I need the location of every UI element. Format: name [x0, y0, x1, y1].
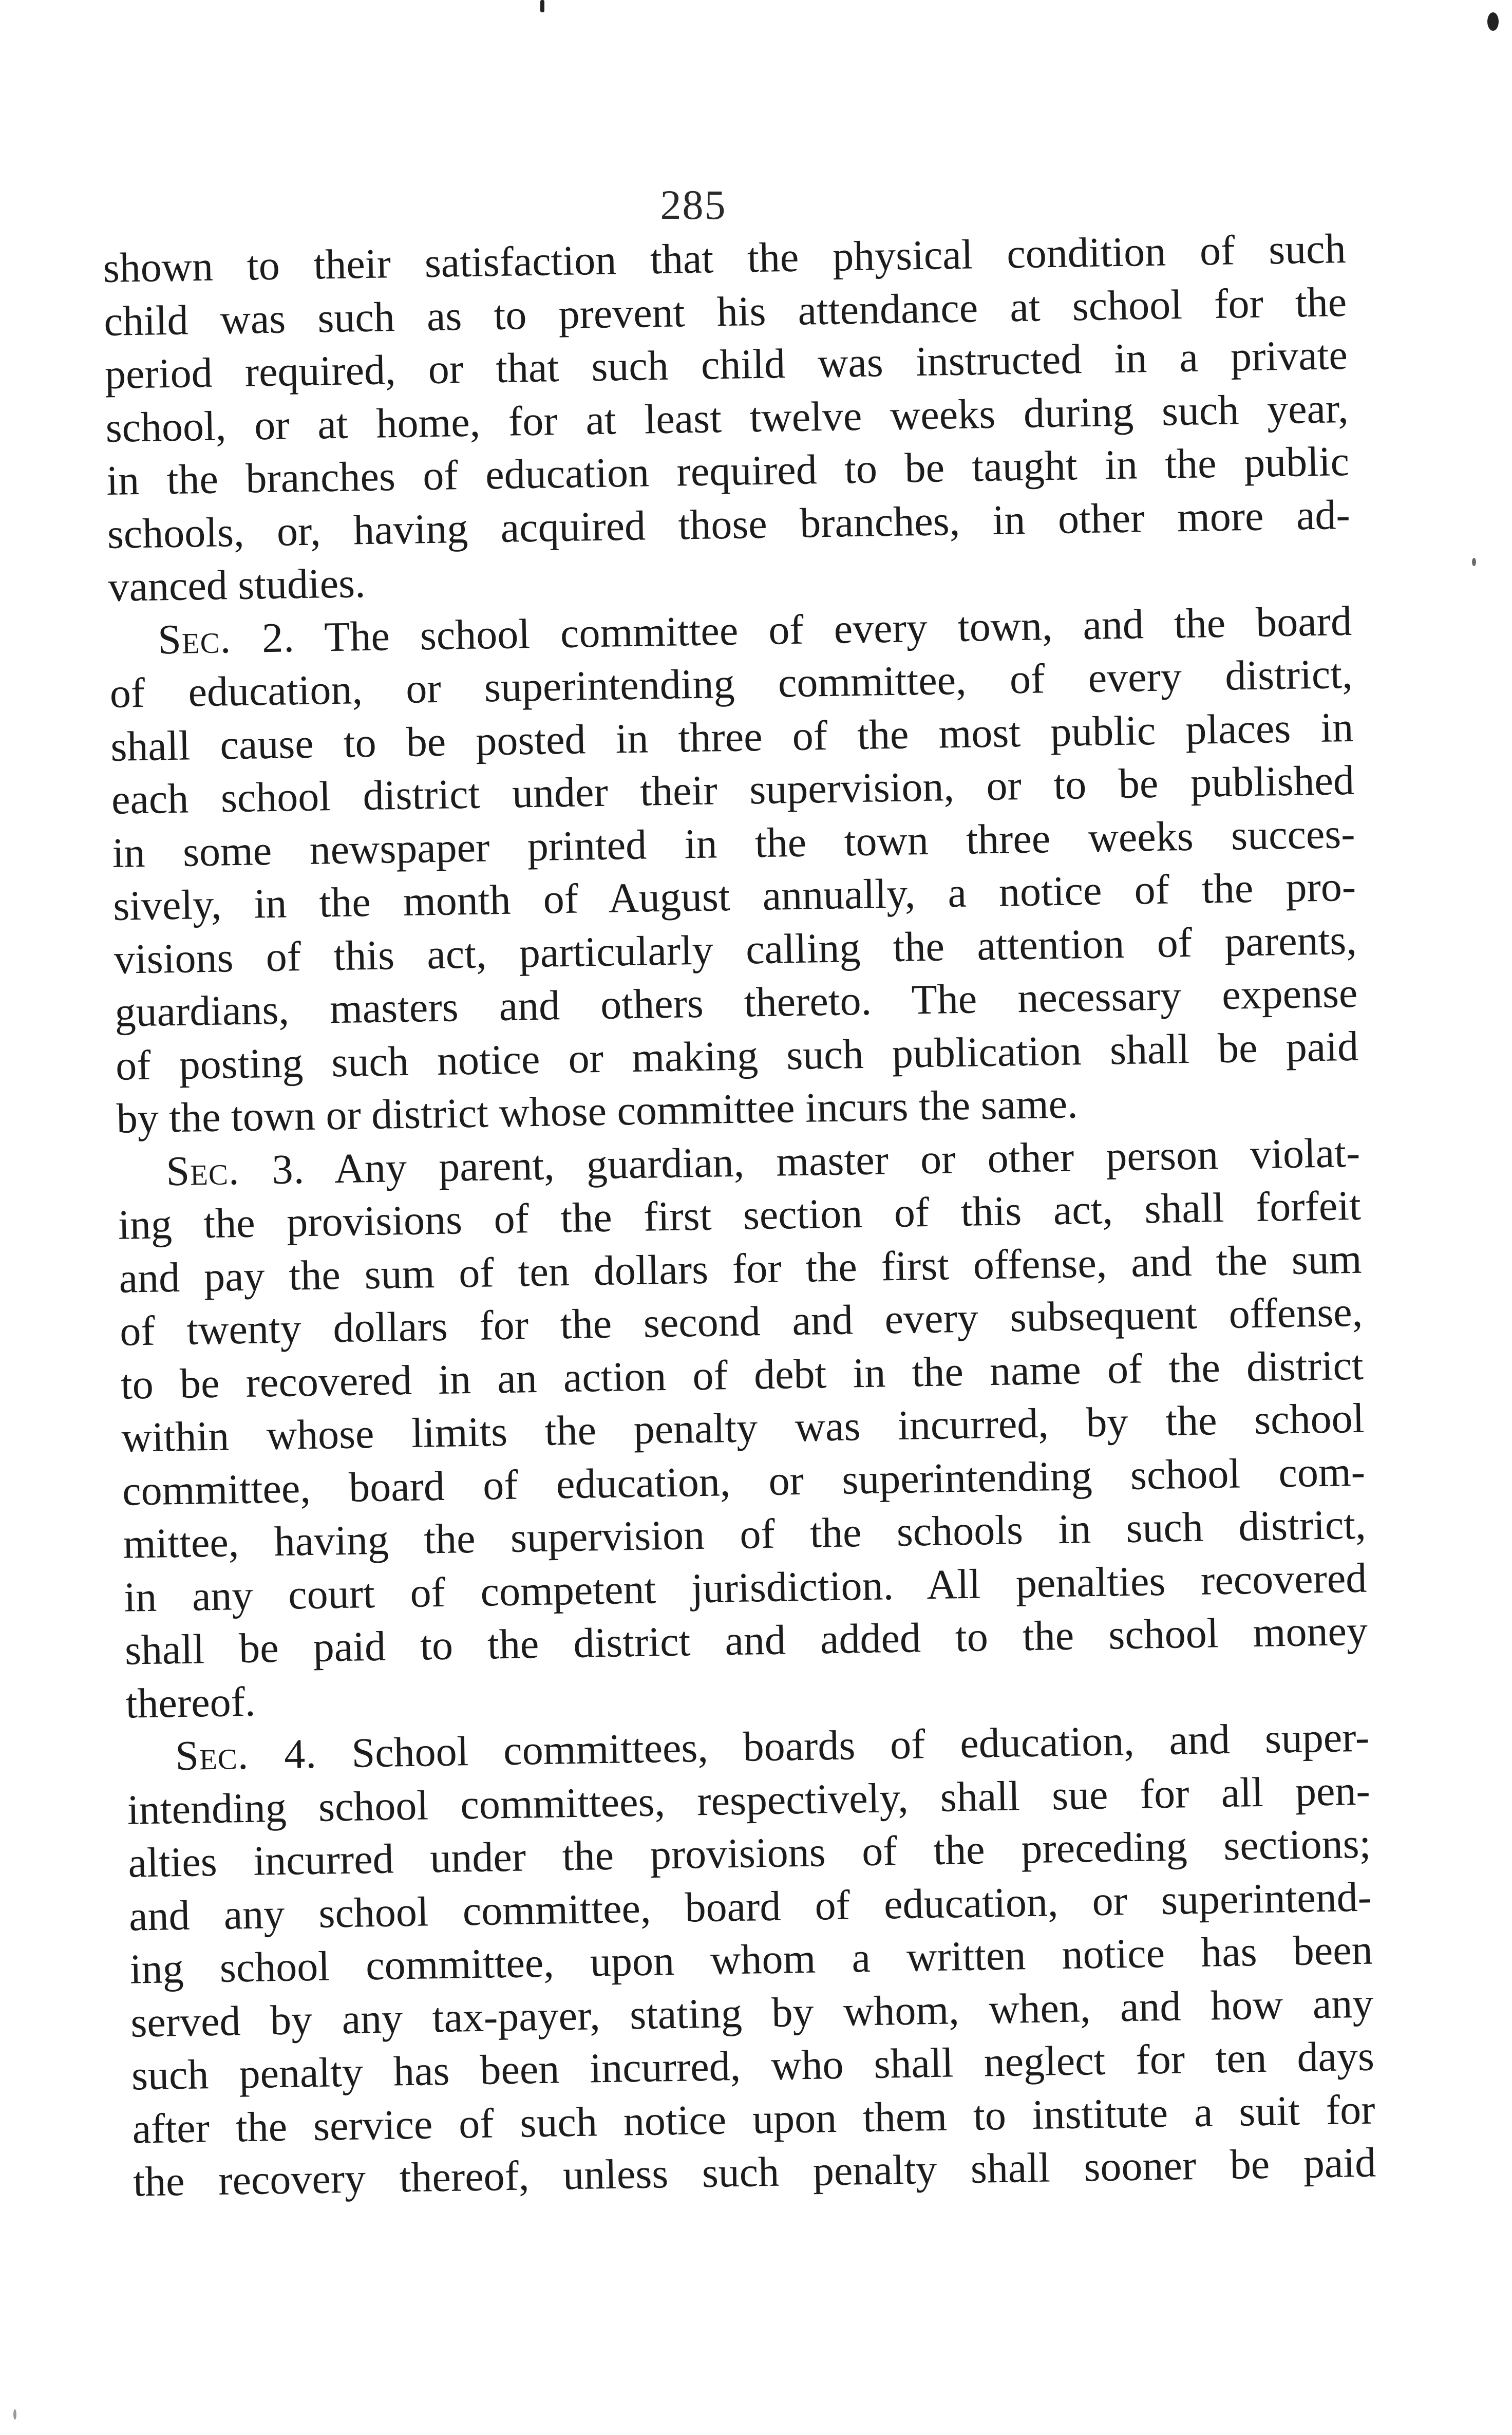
text-line: served by any tax-payer, stating by whom, when, and how any [130, 1979, 1374, 2046]
text-line: in any court of competent jurisdiction. All penalties recovered [123, 1554, 1367, 1621]
text-line: ing the provisions of the first section of this act, shall forfeit [118, 1182, 1362, 1248]
text-line: visions of this act, particularly calling the attention of parents, [114, 916, 1357, 983]
text-line: the recovery thereof, unless such penalty shall sooner be paid [133, 2139, 1376, 2205]
section-label: Sec. 3. [165, 1145, 305, 1194]
text-line: guardians, masters and others thereto. The necessary expense [114, 969, 1358, 1036]
edge-speck [13, 2409, 16, 2420]
text-line: intending school committees, respectively, shall sue for all pen- [127, 1767, 1371, 1833]
text-line: of education, or superintending committee, of every district, [109, 650, 1353, 717]
margin-speck [1472, 558, 1476, 566]
text-line: alties incurred under the provisions of the preceding sections; [127, 1820, 1371, 1886]
ink-dot-mark [1487, 12, 1499, 31]
text-line: schools, or, having acquired those branches, in other more ad- [107, 491, 1351, 557]
text-line: within whose limits the penalty was incurred, by the school [121, 1394, 1365, 1461]
section-label: Sec. 2. [157, 613, 295, 663]
text-line: and pay the sum of ten dollars for the first offense, and the sum [118, 1235, 1363, 1302]
text-line: Any parent, guardian, master or other person violat- [304, 1129, 1360, 1192]
text-line: mittee, having the supervision of the schools in such district, [123, 1501, 1367, 1567]
text-line: child was such as to prevent his attendance at school for the [103, 278, 1347, 345]
text-line: ing school committee, upon whom a written notice has been [129, 1926, 1373, 1993]
text-line: to be recovered in an action of debt in the name of the district [120, 1341, 1364, 1408]
text-line: vanced studies. [107, 559, 366, 610]
text-line: shall be paid to the district and added to the school money [124, 1607, 1368, 1674]
text-line: shown to their satisfaction that the physical condition of such [103, 224, 1347, 291]
text-line: by the town or district whose committee incurs the same. [116, 1080, 1079, 1142]
text-line: such penalty has been incurred, who shall neglect for ten days [131, 2032, 1375, 2099]
text-line: school, or at home, for at least twelve weeks during such year, [105, 384, 1349, 451]
text-line: in the branches of education required to be taught in the public [106, 437, 1350, 504]
text-line: each school district under their supervision, or to be published [111, 756, 1355, 823]
text-line: of twenty dollars for the second and every subsequent offense, [119, 1288, 1363, 1355]
body-text [103, 222, 1376, 2208]
text-line: shall cause to be posted in three of the most public places in [110, 703, 1354, 770]
text-line: in some newspaper printed in the town three weeks succes- [111, 810, 1356, 876]
text-line: thereof. [125, 1678, 256, 1727]
text-line: The school committee of every town, and the board [294, 597, 1352, 661]
text-line: committee, board of education, or superintending school com- [122, 1448, 1366, 1514]
ink-tick-mark [540, 0, 544, 12]
page-number: 285 [660, 181, 727, 228]
section-label: Sec. 4. [175, 1730, 317, 1780]
text-line: period required, or that such child was instructed in a private [104, 331, 1348, 398]
text-line: and any school committee, board of education, or superintend- [128, 1873, 1372, 1940]
text-line: of posting such notice or making such publication shall be paid [115, 1022, 1359, 1089]
text-line: School committees, boards of education, and super- [316, 1713, 1370, 1777]
text-line: after the service of such notice upon them to institute a suit for [131, 2086, 1376, 2152]
text-line: sively, in the month of August annually, a notice of the pro- [112, 863, 1356, 929]
